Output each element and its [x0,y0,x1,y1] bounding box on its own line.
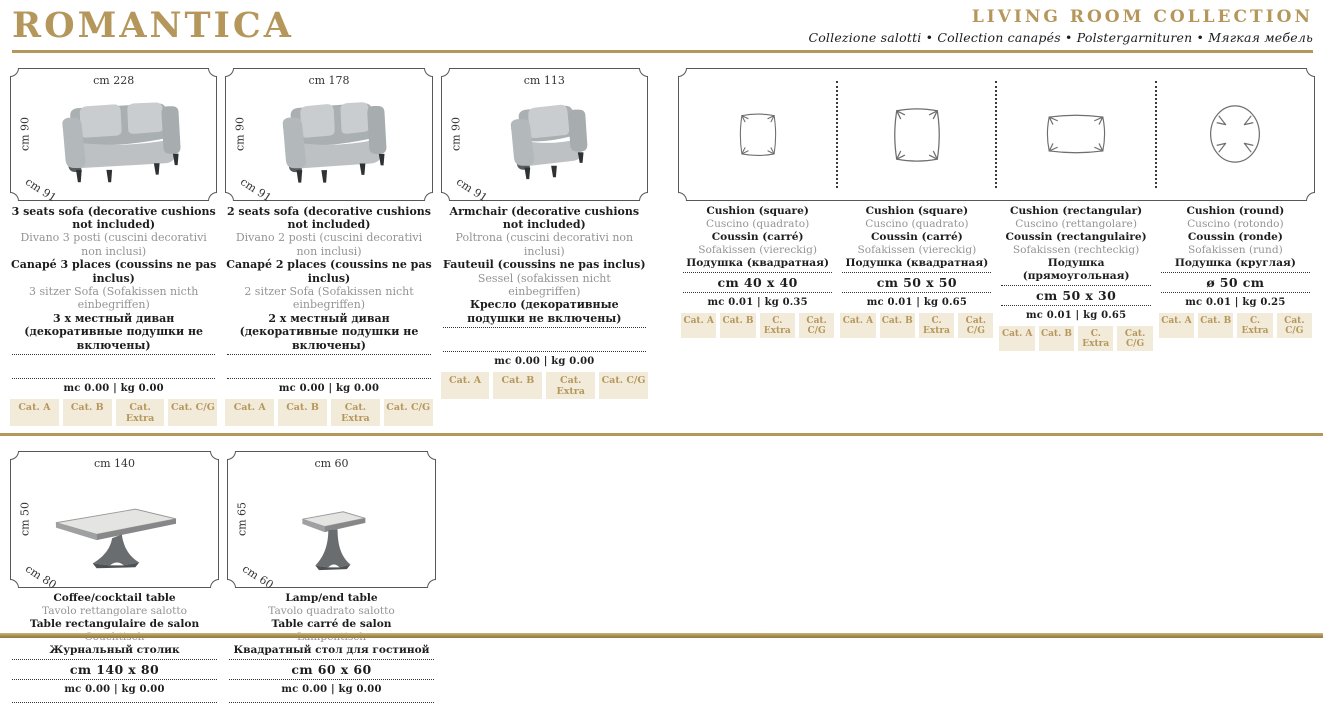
page-header [0,0,1323,46]
product-info [10,592,219,703]
dotted-divider [1161,272,1310,273]
dimension-height-label: cm 90 [233,116,247,152]
dimension-width-label: cm 140 [93,456,136,470]
dotted-divider [1161,292,1310,293]
product-size: cm 140 x 80 [69,661,160,677]
collection-title: LIVING ROOM COLLECTION [971,7,1313,27]
dimension-height-label: cm 90 [18,116,32,152]
category-badges [1159,313,1312,338]
product-name-ru: Подушка (круглая) [1174,256,1296,269]
product-name-it: Cuscino (quadrato) [705,217,810,230]
product-card [225,68,432,205]
category-badge: Cat. A [681,313,716,338]
category-badge: Cat. B [720,313,755,338]
cushion-cell [679,69,836,200]
product-name-it: Cuscino (rotondo) [1187,217,1284,230]
product-name-it: Divano 3 posti (cuscini decorativi non inclusi) [20,231,207,258]
product-info [10,205,217,426]
dimension-width-label: cm 60 [314,456,349,470]
category-badge: Cat. Extra [116,399,165,426]
category-badge: C. Extra [1237,313,1272,338]
category-badges [840,313,993,338]
category-badge: Cat. C/G [384,399,433,426]
dimension-height-label: cm 65 [235,502,249,537]
category-badge: Cat. A [225,399,274,426]
category-badge: Cat. B [493,372,542,399]
product-name-fr: Coussin (rectangulaire) [1005,230,1147,243]
product-name-en: Cushion (rectangular) [1010,204,1143,217]
dimension-width-label: cm 178 [308,73,350,87]
cushion-info-square-small [678,205,837,351]
dimension-width-label: cm 113 [523,73,565,87]
category-badge: Cat. B [278,399,327,426]
product-name-ru: 2 х местный диван (декоративные подушки не включены) [239,311,419,352]
product-size: cm 50 x 30 [1036,287,1117,303]
cushion-square-large-image [888,100,946,168]
upper-products-row [10,68,1315,426]
dimension-width-label: cm 228 [93,73,135,87]
product-name-ru: Квадратный стол для гостиной [233,643,430,656]
dotted-divider [229,659,434,660]
product-column-sofa-2-seats [225,68,432,426]
category-badge: Cat. Extra [546,372,595,399]
dotted-divider [229,679,434,680]
product-name-ru: Подушка (прямоугольная) [1022,256,1130,282]
product-name-en: Lamp/end table [285,591,378,604]
collection-subtitle: Collezione salotti • Collection canapés • Polstergarnituren • Мягкая мебель [808,30,1313,45]
volume-weight: mc 0.00 | kg 0.00 [63,382,164,394]
product-name-de: Sofakissen (viereckig) [857,243,977,256]
category-badges [999,326,1152,351]
product-column-coffee-table [10,451,219,703]
product-name-it: Divano 2 posti (cuscini decorativi non inclusi) [235,231,423,258]
volume-weight: mc 0.00 | kg 0.00 [281,683,382,695]
product-name-fr: Table rectangulaire de salon [29,617,200,630]
sofa-3-seats-image [38,93,190,187]
lower-products-row [10,451,1315,703]
product-name-en: Cushion (round) [1186,204,1285,217]
product-name-fr: Canapé 2 places (coussins ne pas inclus) [226,258,432,285]
armchair-image [494,93,594,189]
dotted-divider [683,292,832,293]
dotted-divider [12,659,217,660]
dimension-height-label: cm 50 [18,502,32,537]
category-badges [441,372,648,399]
category-badges [681,313,834,338]
product-name-it: Cuscino (rettangolare) [1015,217,1137,230]
product-size: cm 40 x 40 [717,274,798,290]
lamp-table-image [276,484,388,584]
dimension-depth-label: cm 80 [23,562,59,592]
dotted-divider [683,272,832,273]
product-column-sofa-3-seats [10,68,217,426]
volume-weight: mc 0.01 | kg 0.65 [1025,309,1127,321]
volume-weight: mc 0.00 | kg 0.00 [278,382,380,394]
cushions-info-row [678,205,1315,351]
product-name-fr: Table carré de salon [271,617,392,630]
dotted-divider [842,292,991,293]
product-name-it: Cuscino (quadrato) [865,217,969,230]
product-info [227,592,436,703]
product-name-it: Poltrona (cuscini decorativi non inclusi) [455,231,634,258]
product-name-de: 2 sitzer Sofa (Sofakissen nicht einbegriffen) [244,284,414,312]
product-size: ø 50 cm [1206,274,1265,290]
category-badge: C. Extra [1078,326,1113,351]
header-divider [12,50,1313,53]
product-card [10,451,219,592]
volume-weight: mc 0.01 | kg 0.35 [707,296,808,308]
dimension-depth-label: cm 91 [23,174,59,205]
cushions-section [678,68,1315,426]
dimension-depth-label: cm 91 [238,174,275,205]
category-badge: Cat. C/G [599,372,648,399]
category-badge: Cat. A [840,313,875,338]
product-name-it: Tavolo rettangolare salotto [41,604,188,617]
cushion-cell [1157,69,1314,200]
category-badge: Cat. C/G [1277,313,1312,338]
category-badge: Cat. C/G [168,399,217,426]
product-name-it: Tavolo quadrato salotto [268,604,395,617]
section-divider [0,433,1323,436]
product-name-en: Armchair (decorative cushions not included) [449,204,640,231]
product-column-lamp-table [227,451,436,703]
category-badge: Cat. C/G [1117,326,1152,351]
category-badge: Cat. C/G [799,313,834,338]
cushion-round-image [1205,101,1265,167]
dotted-divider [842,272,991,273]
product-card [10,68,217,205]
category-badge: C. Extra [760,313,795,338]
collection-header [808,7,1313,46]
dimension-height-label: cm 90 [449,116,463,152]
product-name-en: Cushion (square) [706,204,809,217]
product-name-ru: 3 х местный диван (декоративные подушки не включены) [24,311,204,352]
product-name-ru: Журнальный столик [49,643,180,656]
product-info [225,205,432,426]
product-name-en: 2 seats sofa (decorative cushions not included) [226,204,432,231]
cushion-cell [997,69,1154,200]
product-name-ru: Подушка (квадратная) [845,256,989,269]
product-size: cm 50 x 50 [876,274,957,290]
product-name-de: Sofakissen (rund) [1187,243,1283,256]
category-badge: Cat. B [880,313,915,338]
category-badge: Cat. A [441,372,490,399]
product-name-fr: Fauteuil (coussins ne pas inclus) [443,258,646,272]
category-badge: Cat. Extra [331,399,380,426]
product-name-en: 3 seats sofa (decorative cushions not included) [11,204,216,231]
category-badge: Cat. A [999,326,1034,351]
product-name-de: Sofakissen (viereckig) [698,243,817,256]
volume-weight: mc 0.00 | kg 0.00 [494,356,595,368]
product-info [441,205,648,400]
page-footer-bar [0,633,1323,638]
dimension-depth-label: cm 91 [453,174,490,205]
product-name-en: Coffee/cocktail table [53,591,176,604]
sofa-2-seats-image [262,93,396,187]
category-badges [10,399,217,426]
category-badge: C. Extra [919,313,954,338]
category-badge: Cat. B [1198,313,1233,338]
category-badge: Cat. B [63,399,112,426]
product-name-en: Cushion (square) [865,204,969,217]
product-name-fr: Canapé 3 places (coussins ne pas inclus) [10,258,217,285]
product-card [227,451,436,592]
product-name-ru: Кресло (декоративные подушки не включены) [467,298,622,325]
product-name-ru: Подушка (квадратная) [686,256,829,269]
product-name-fr: Coussin (carré) [711,230,804,243]
cushion-square-small-image [735,106,781,162]
category-badge: Cat. B [1039,326,1074,351]
cushion-info-round [1156,205,1315,351]
product-column-armchair [441,68,648,426]
cushion-rectangular-image [1040,109,1112,159]
volume-weight: mc 0.00 | kg 0.00 [64,683,165,695]
dotted-divider [12,378,215,379]
volume-weight: mc 0.01 | kg 0.65 [866,296,967,308]
product-name-fr: Coussin (carré) [870,230,963,243]
category-badges [225,399,432,426]
coffee-table-image [42,484,188,576]
product-name-de: Sofakissen (rechteckig) [1012,243,1140,256]
product-name-de: 3 sitzer Sofa (Sofakissen nicth einbegriffen) [28,284,199,312]
category-badge: Cat. A [10,399,59,426]
cushion-info-square-large [837,205,996,351]
product-name-de: Sessel (sofakissen nicht einbegriffen) [477,271,611,298]
brand-title: ROMANTICA [12,5,294,46]
product-card [441,68,648,205]
dotted-divider [1001,305,1150,306]
product-name-fr: Coussin (ronde) [1187,230,1283,243]
dimension-depth-label: cm 60 [240,562,276,592]
category-badge: Cat. A [1159,313,1194,338]
category-badge: Cat. C/G [958,313,993,338]
product-size: cm 60 x 60 [291,661,372,677]
dotted-divider [1001,285,1150,286]
volume-weight: mc 0.01 | kg 0.25 [1185,296,1286,308]
dotted-divider [227,378,430,379]
dotted-divider [12,679,217,680]
cushions-card [678,68,1315,201]
cushion-info-rectangular [996,205,1155,351]
cushion-cell [838,69,995,200]
dotted-divider [443,351,646,352]
